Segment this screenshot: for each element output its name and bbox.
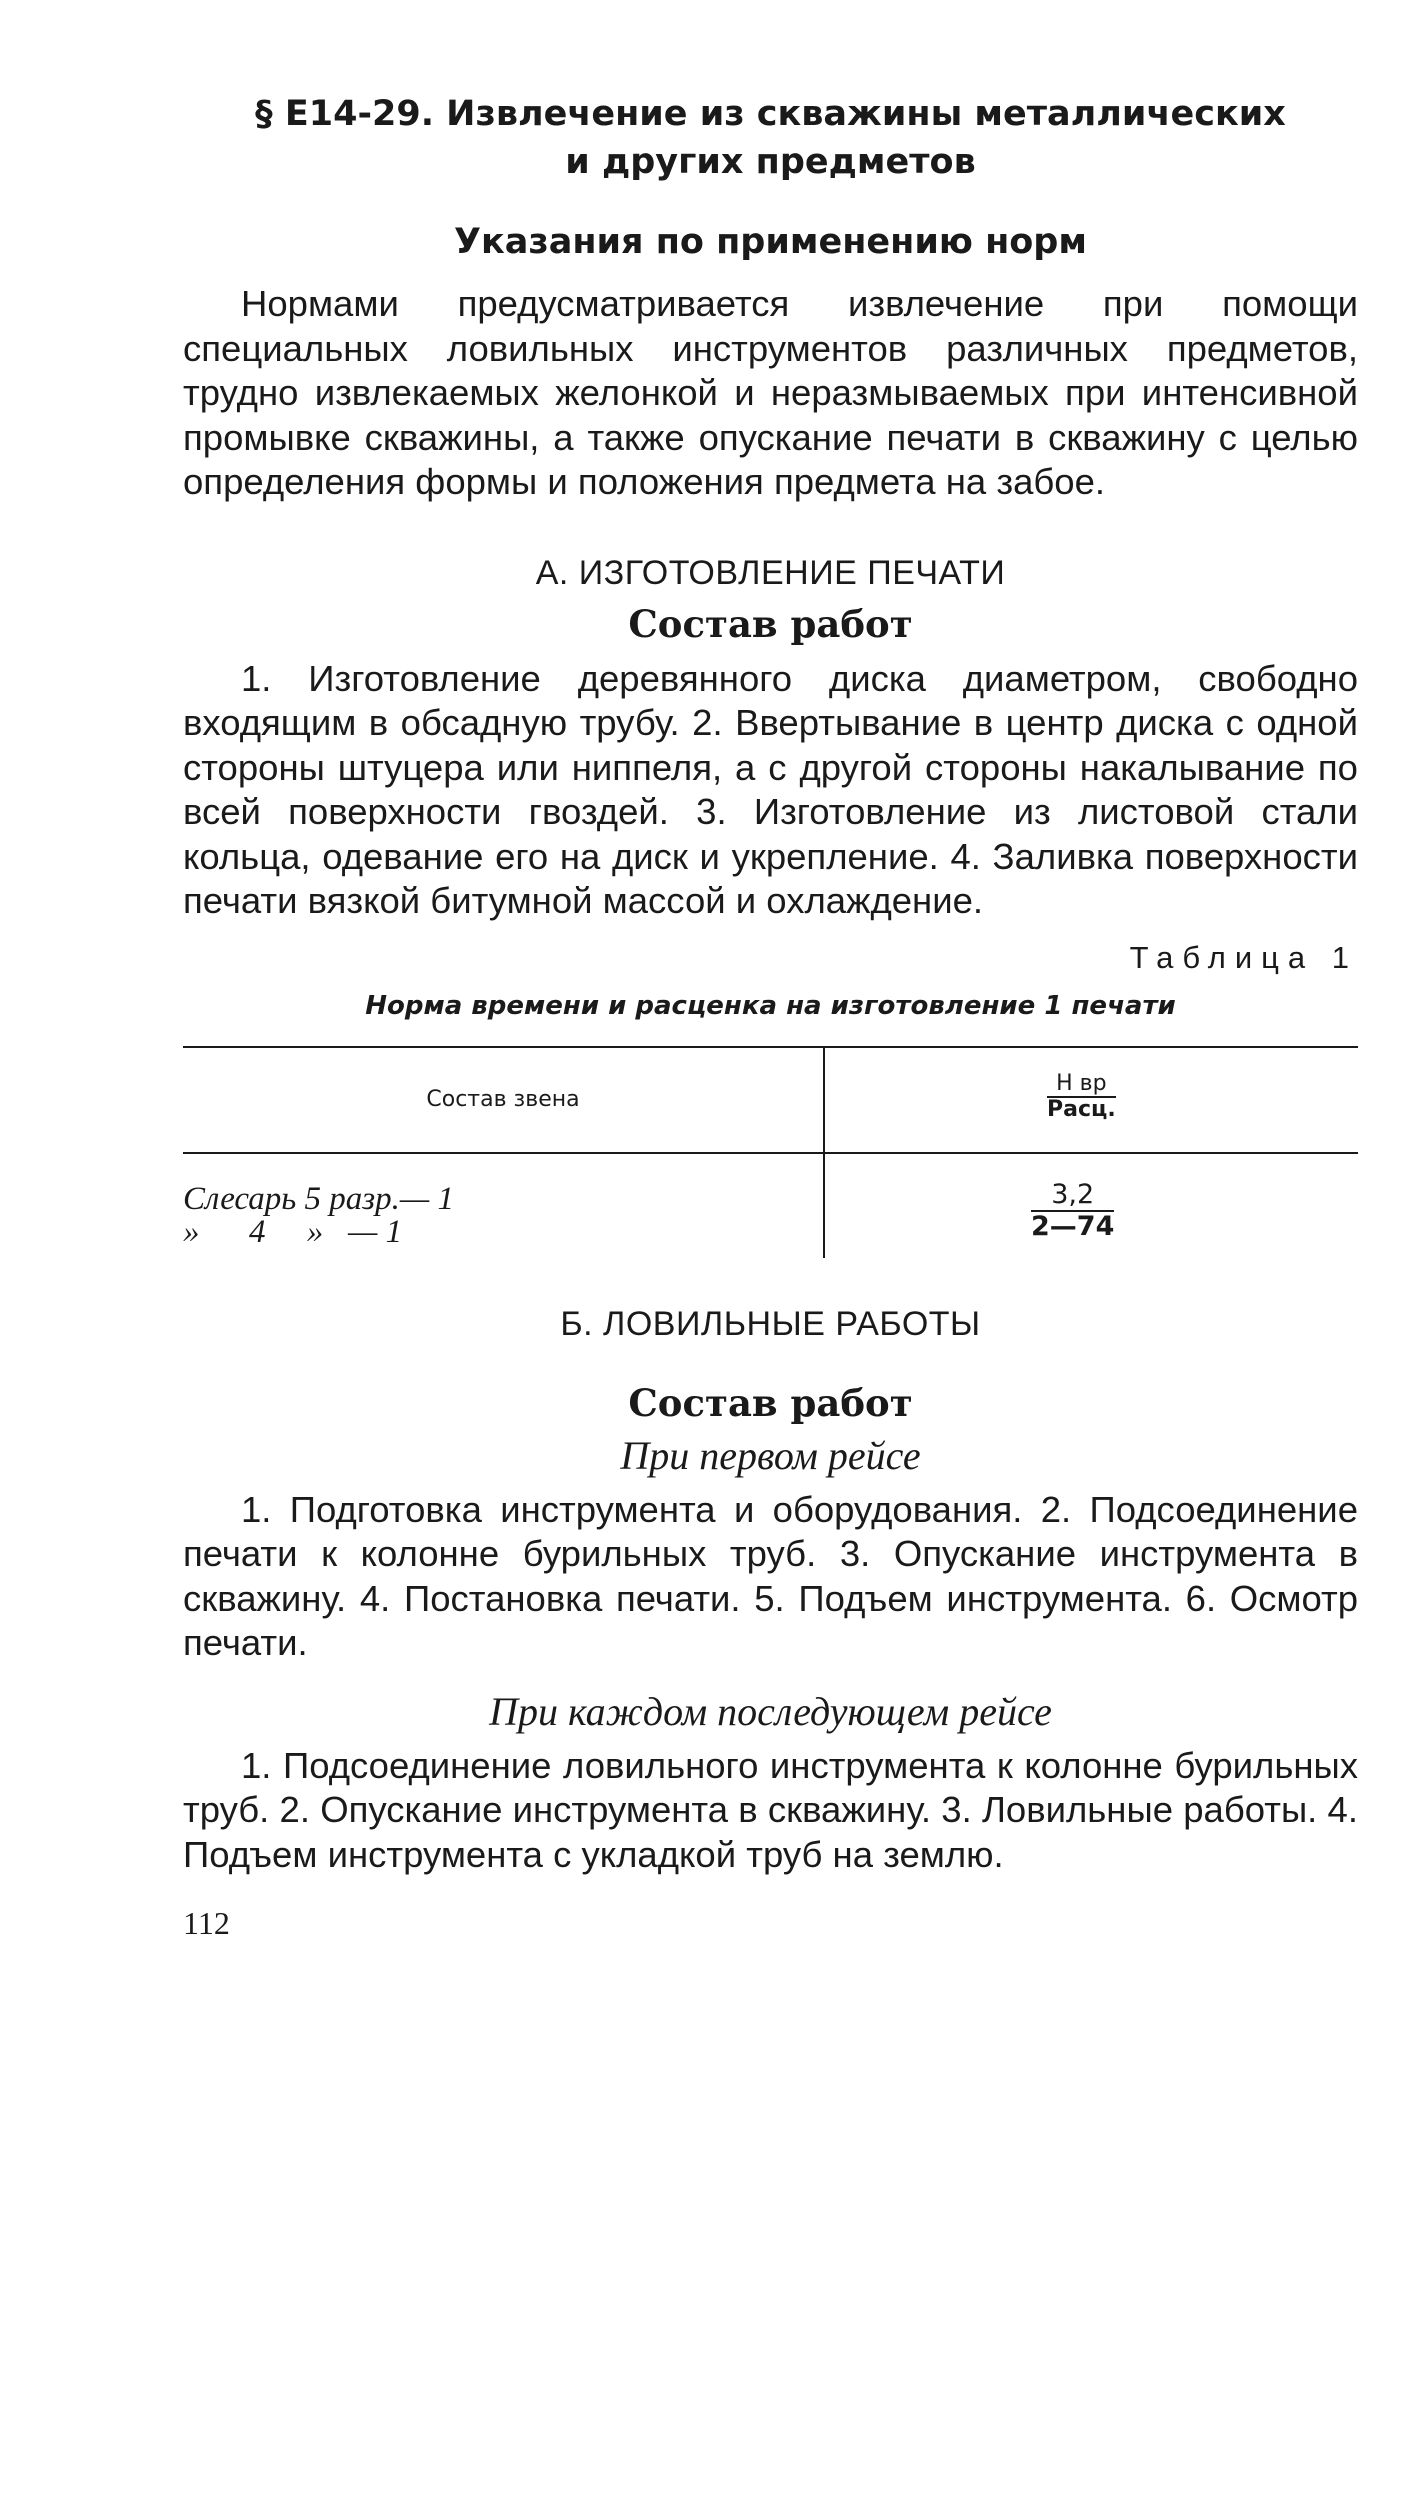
table-row-crew [183,1180,454,1250]
table-row-norm [1031,1180,1114,1242]
section-title-line1: § Е14-29. Извлечение из скважины металлических [255,94,1286,134]
table-caption: Норма времени и расценка на изготовление 1 печати [365,990,1176,1021]
instructions-paragraph: Нормами предусматривается извлечение при помощи специальных ловильных инструментов различных предметов, трудно извлекаемых желонкой и неразмываемых при интенсивной промывке скважины, а также опускание печати в скважину с целью определения формы и положения предмета на забое. [183,283,1358,502]
table-row-crew-line2: » 4 » — 1 [183,1213,403,1250]
first-trip-paragraph: 1. Подготовка инструмента и оборудования. 2. Подсоединение печати к колонне бурильных труб. 3. Опускание инструмента в скважину. 4. Постановка печати. 5. Подъем инструмента. 6. Осмотр печати. [183,1488,1358,1663]
next-trip-heading: При каждом последующем рейсе [489,1688,1052,1734]
section-title [183,90,1358,186]
table-header-norm-denominator: Расц. [1047,1096,1116,1122]
table-column-divider [823,1046,825,1258]
norm-table [183,1046,1358,1258]
table-header-norm-numerator: Н вр [1056,1070,1107,1096]
table-row-norm-numerator: 3,2 [1051,1178,1095,1210]
part-a-heading: А. ИЗГОТОВЛЕНИЕ ПЕЧАТИ [535,553,1006,592]
table-header-rule [183,1152,1358,1154]
part-b-sostav-heading: Состав работ [628,1380,913,1425]
table-row-crew-line1: Слесарь 5 разр.— 1 [183,1180,454,1217]
part-b-heading: Б. ЛОВИЛЬНЫЕ РАБОТЫ [560,1304,981,1343]
first-trip-heading: При первом рейсе [620,1432,921,1478]
table-header-crew: Состав звена [426,1086,580,1112]
document-page [183,90,1358,1943]
page-number: 112 [183,1905,230,1941]
part-a-sostav-heading: Состав работ [628,601,913,646]
table-label: Таблица 1 [1129,939,1358,975]
table-top-rule [183,1046,1358,1048]
table-header-norm [1047,1072,1116,1122]
instructions-heading: Указания по применению норм [454,222,1087,262]
part-a-paragraph: 1. Изготовление деревянного диска диаметром, свободно входящим в обсадную трубу. 2. Ввертывание в центр диска с одной стороны штуцера или ниппеля, а с другой стороны накалывание по всей поверхности гвоздей. 3. Изготовление из листовой стали кольца, одевание его на диск и укрепление. 4. Заливка поверхности печати вязкой битумной массой и охлаждение. [183,657,1358,921]
next-trip-paragraph: 1. Подсоединение ловильного инструмента к колонне бурильных труб. 2. Опускание инструмента в скважину. 3. Ловильные работы. 4. Подъем инструмента с укладкой труб на землю. [183,1744,1358,1875]
table-row-norm-denominator: 2—74 [1031,1210,1115,1242]
section-title-line2: и других предметов [565,142,976,182]
